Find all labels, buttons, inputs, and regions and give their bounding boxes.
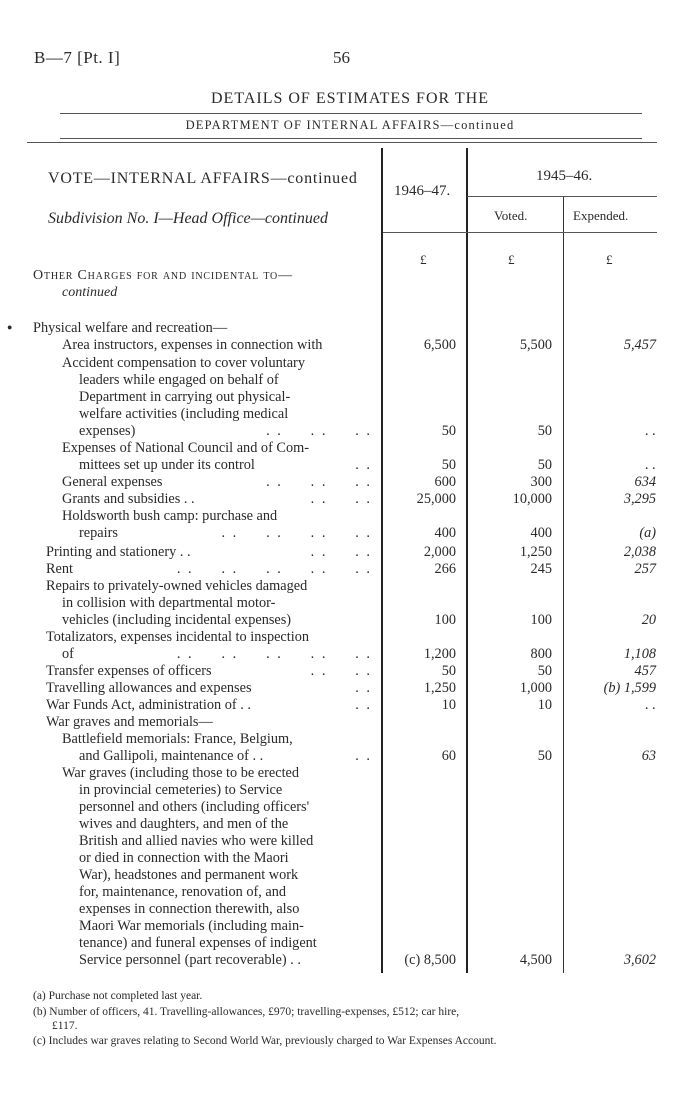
row-description: Maori War memorials (including main- (79, 918, 304, 934)
row-description: personnel and others (including officers' (79, 799, 310, 815)
row-description: Grants and subsidies . . (62, 491, 195, 507)
table-row (0, 337, 700, 353)
amount-voted-1945-46: 50 (537, 748, 552, 764)
row-description: in provincial cemeteries) to Service (79, 782, 283, 798)
amount-1946-47: 400 (434, 525, 456, 541)
table-row (0, 372, 700, 388)
amount-expended-1945-46: 634 (634, 474, 656, 490)
amount-voted-1945-46: 300 (530, 474, 552, 490)
row-description: welfare activities (including medical (79, 406, 289, 422)
amount-expended-1945-46: 63 (641, 748, 656, 764)
table-row (0, 731, 700, 747)
row-description: War graves and memorials— (46, 714, 213, 730)
table-row (0, 612, 700, 628)
table-row (0, 355, 700, 371)
amount-expended-1945-46: . . (645, 697, 656, 713)
amount-1946-47: (c) 8,500 (404, 952, 456, 968)
amount-voted-1945-46: 400 (530, 525, 552, 541)
row-description: tenance) and funeral expenses of indigent (79, 935, 317, 951)
row-description: mittees set up under its control (79, 457, 255, 473)
amount-expended-1945-46: . . (645, 457, 656, 473)
amount-voted-1945-46: 5,500 (519, 337, 552, 353)
amount-voted-1945-46: 4,500 (519, 952, 552, 968)
amount-expended-1945-46: 20 (641, 612, 656, 628)
row-description: Area instructors, expenses in connection with (62, 337, 323, 353)
vote-title: VOTE—INTERNAL AFFAIRS—continued (48, 170, 358, 187)
table-row (0, 423, 700, 439)
row-description: War Funds Act, administration of . . (46, 697, 251, 713)
row-description: of (62, 646, 74, 662)
row-description: for, maintenance, renovation of, and (79, 884, 287, 900)
amount-expended-1945-46: 1,108 (623, 646, 656, 662)
row-leader-dots: . . (355, 680, 372, 696)
amount-1946-47: 600 (434, 474, 456, 490)
amount-expended-1945-46: 2,038 (623, 544, 656, 560)
table-row (0, 561, 700, 577)
amount-expended-1945-46: (a) (639, 525, 656, 541)
amount-voted-1945-46: 10 (537, 697, 552, 713)
column-head-rule (383, 232, 657, 233)
table-row (0, 680, 700, 696)
table-row (0, 918, 700, 934)
page-title: DETAILS OF ESTIMATES FOR THE (211, 90, 489, 107)
row-leader-dots: . . . . . . (266, 474, 372, 490)
currency-symbol-current: £ (420, 252, 427, 267)
title-rule (60, 113, 642, 114)
table-row (0, 406, 700, 422)
table-row (0, 525, 700, 541)
row-description: Transfer expenses of officers (46, 663, 212, 679)
table-row (0, 491, 700, 507)
table-row (0, 389, 700, 405)
amount-1946-47: 50 (441, 663, 456, 679)
row-description: Battlefield memorials: France, Belgium, (62, 731, 293, 747)
footnote-b: (b) Number of officers, 41. Travelling-allowances, £970; travelling-expenses, £512; car hire, (33, 1006, 460, 1018)
row-description: Physical welfare and recreation— (33, 320, 228, 336)
table-top-rule (27, 142, 657, 143)
row-leader-dots: . . . . (310, 491, 372, 507)
amount-voted-1945-46: 50 (537, 457, 552, 473)
table-row (0, 765, 700, 781)
row-leader-dots: . . . . (310, 663, 372, 679)
amount-1946-47: 60 (441, 748, 456, 764)
row-description: vehicles (including incidental expenses) (62, 612, 292, 628)
amount-voted-1945-46: 10,000 (512, 491, 552, 507)
table-row (0, 935, 700, 951)
row-description: Printing and stationery . . (46, 544, 191, 560)
amount-1946-47: 2,000 (423, 544, 456, 560)
amount-expended-1945-46: 5,457 (623, 337, 656, 353)
amount-1946-47: 25,000 (416, 491, 456, 507)
table-row (0, 474, 700, 490)
row-description: in collision with departmental motor- (62, 595, 276, 611)
amount-voted-1945-46: 100 (530, 612, 552, 628)
table-row (0, 748, 700, 764)
row-leader-dots: . . (355, 748, 372, 764)
amount-expended-1945-46: 257 (634, 561, 656, 577)
row-description: Holdsworth bush camp: purchase and (62, 508, 278, 524)
department-title-text: DEPARTMENT OF INTERNAL AFFAIRS—continued (185, 118, 515, 132)
row-description: General expenses (62, 474, 163, 490)
amount-expended-1945-46: 3,295 (623, 491, 656, 507)
amount-1946-47: 1,250 (423, 680, 456, 696)
row-leader-dots: . . . . (310, 544, 372, 560)
amount-voted-1945-46: 50 (537, 663, 552, 679)
table-row (0, 952, 700, 968)
table-row (0, 595, 700, 611)
row-description: British and allied navies who were killed (79, 833, 314, 849)
row-leader-dots: . . . . . . . . (221, 525, 372, 541)
document-reference: B—7 [Pt. I] (34, 48, 121, 67)
amount-1946-47: 1,200 (423, 646, 456, 662)
department-title (0, 118, 700, 133)
table-row (0, 901, 700, 917)
table-row (0, 663, 700, 679)
amount-voted-1945-46: 1,250 (519, 544, 552, 560)
row-description: War graves (including those to be erected (62, 765, 300, 781)
row-description: Service personnel (part recoverable) . . (79, 952, 301, 968)
row-leader-dots: . . . . . . (266, 423, 372, 439)
column-heading-voted: Voted. (494, 208, 528, 223)
table-row (0, 833, 700, 849)
table-row (0, 320, 700, 336)
amount-expended-1945-46: 3,602 (623, 952, 656, 968)
column-heading-1946-47: 1946–47. (394, 183, 451, 199)
table-row (0, 440, 700, 456)
row-description: expenses) (79, 423, 136, 439)
amount-voted-1945-46: 245 (530, 561, 552, 577)
amount-expended-1945-46: 457 (634, 663, 656, 679)
row-leader-dots: . . . . . . . . . . (176, 561, 372, 577)
row-description: Department in carrying out physical- (79, 389, 291, 405)
row-description: Rent (46, 561, 74, 577)
table-row (0, 646, 700, 662)
column-heading-expended: Expended. (573, 208, 629, 223)
footnote-b-cont: £117. (52, 1020, 78, 1032)
amount-1946-47: 10 (441, 697, 456, 713)
amount-1946-47: 6,500 (423, 337, 456, 353)
page-number: 56 (333, 48, 350, 67)
table-row (0, 816, 700, 832)
row-leader-dots: . . . . . . . . . . (176, 646, 372, 662)
row-description: repairs (79, 525, 118, 541)
amount-expended-1945-46: (b) 1,599 (603, 680, 656, 696)
row-leader-dots: . . (355, 457, 372, 473)
row-leader-dots: . . (355, 697, 372, 713)
amount-1946-47: 50 (441, 457, 456, 473)
row-description: leaders while engaged on behalf of (79, 372, 279, 388)
table-row (0, 697, 700, 713)
table-row (0, 578, 700, 594)
row-description: Expenses of National Council and of Com- (62, 440, 309, 456)
amount-voted-1945-46: 800 (530, 646, 552, 662)
table-row (0, 714, 700, 730)
amount-1946-47: 100 (434, 612, 456, 628)
row-description: Repairs to privately-owned vehicles damaged (46, 578, 308, 594)
margin-mark: ● (7, 322, 13, 332)
row-description: Travelling allowances and expenses (46, 680, 252, 696)
footnote-c: (c) Includes war graves relating to Second World War, previously charged to War Expenses Account. (33, 1035, 497, 1047)
currency-symbol-voted: £ (508, 252, 515, 267)
row-description: or died in connection with the Maori (79, 850, 289, 866)
amount-voted-1945-46: 1,000 (519, 680, 552, 696)
table-row (0, 544, 700, 560)
table-row (0, 884, 700, 900)
table-row (0, 457, 700, 473)
amount-1946-47: 50 (441, 423, 456, 439)
column-heading-1945-46: 1945–46. (536, 168, 593, 184)
prev-year-rule (467, 196, 657, 197)
currency-symbol-expended: £ (606, 252, 613, 267)
table-row (0, 799, 700, 815)
table-row (0, 508, 700, 524)
table-row (0, 629, 700, 645)
footnote-a: (a) Purchase not completed last year. (33, 990, 203, 1002)
amount-1946-47: 266 (434, 561, 456, 577)
amount-expended-1945-46: . . (645, 423, 656, 439)
header-rule (60, 138, 642, 139)
subdivision-title: Subdivision No. I—Head Office—continued (48, 210, 328, 227)
amount-voted-1945-46: 50 (537, 423, 552, 439)
table-row (0, 867, 700, 883)
row-description: and Gallipoli, maintenance of . . (79, 748, 264, 764)
table-row (0, 850, 700, 866)
section-heading-continued: continued (62, 285, 118, 300)
row-description: War), headstones and permanent work (79, 867, 299, 883)
row-description: Accident compensation to cover voluntary (62, 355, 305, 371)
table-row (0, 782, 700, 798)
row-description: expenses in connection therewith, also (79, 901, 300, 917)
row-description: wives and daughters, and men of the (79, 816, 289, 832)
section-heading: Other Charges for and incidental to— (33, 268, 293, 283)
row-description: Totalizators, expenses incidental to inspection (46, 629, 310, 645)
